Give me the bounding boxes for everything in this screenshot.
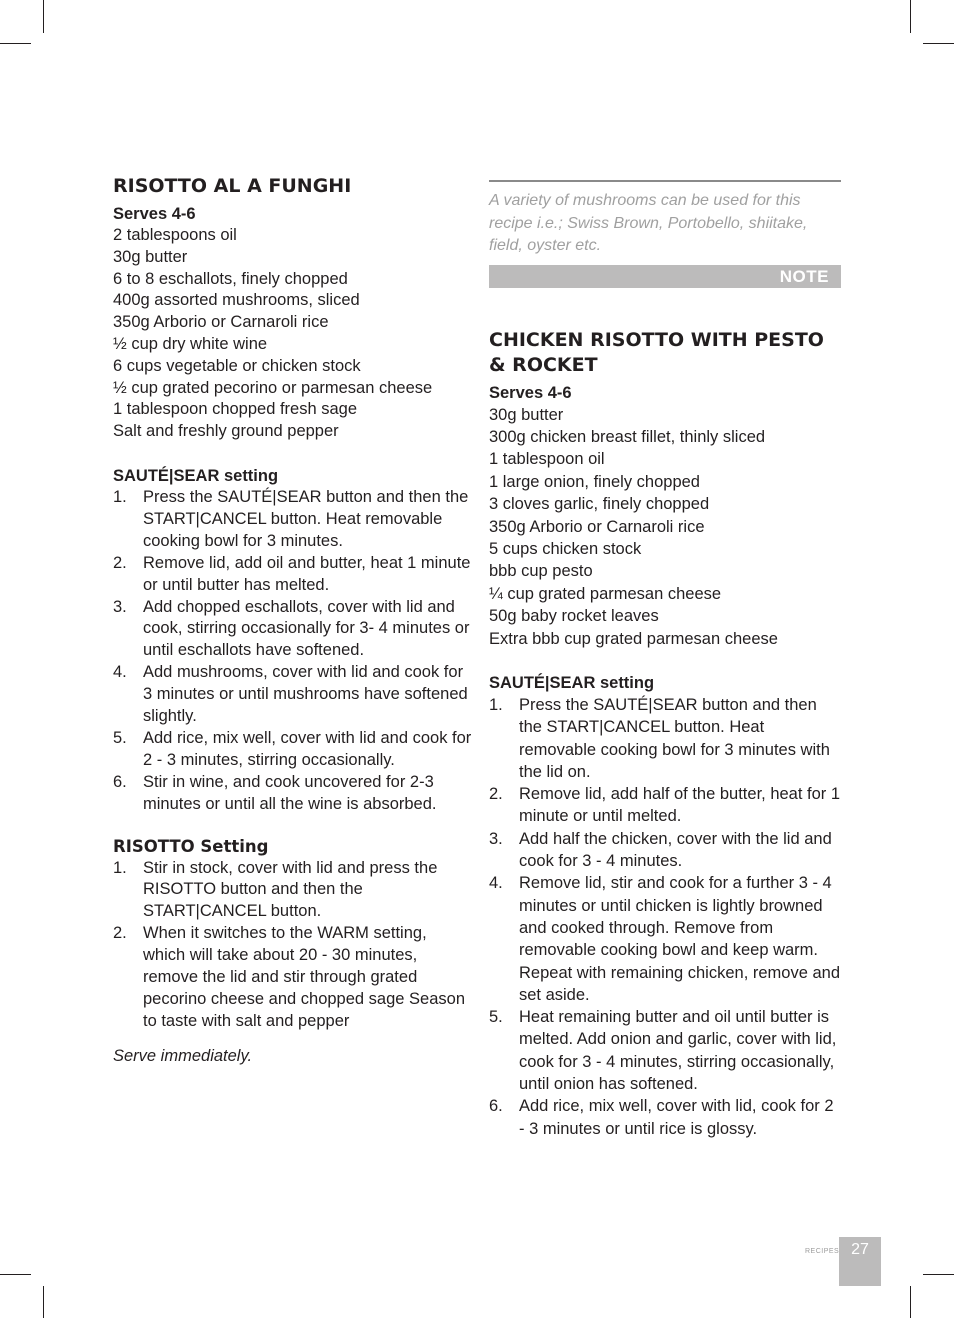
ingredient-item: 50g baby rocket leaves [489,607,659,626]
section-label: RECIPES [805,1248,840,1255]
step-number: 2. [489,785,503,804]
page-number: 27 [839,1237,881,1286]
step-item [489,1095,841,1140]
serves: Serves 4-6 [489,383,572,402]
step-text: Press the SAUTÉ|SEAR button and then the START|CANCEL button. Heat removable cooking bowl for 3 minutes with the lid on. [519,695,830,781]
saute-steps [489,694,841,1140]
step-text: Add chopped eschallots, cover with lid and cook, stirring occasionally for 3- 4 minutes or until eschallots have softened. [143,597,470,660]
step-number: 5. [489,1008,503,1027]
step-number: 4. [113,663,127,682]
recipe-chicken-risotto [489,180,841,1140]
recipe-risotto-funghi [113,174,473,1067]
note-label: NOTE [489,265,841,288]
note-divider [489,180,841,182]
ingredient-item: 1 tablespoon oil [489,450,605,469]
step-number: 2. [113,553,127,572]
step-item [113,662,473,728]
ingredient-item: ¼ cup grated parmesan cheese [489,584,722,603]
ingredient-item: bbb cup pesto [489,562,593,581]
ingredient-item: ½ cup dry white wine [113,334,268,353]
step-text: Add mushrooms, cover with lid and cook for 3 minutes or until mushrooms have softened slightly. [143,663,468,726]
step-number: 3. [489,829,503,848]
ingredient-item: 6 to 8 eschallots, finely chopped [113,269,348,288]
ingredient-item: 400g assorted mushrooms, sliced [113,291,360,310]
step-item [489,694,841,783]
step-number: 5. [113,728,127,747]
ingredient-item: 30g butter [113,247,188,266]
serves: Serves 4-6 [113,205,196,223]
step-number: 4. [489,874,503,893]
step-item [113,553,473,597]
ingredient-item: 300g chicken breast fillet, thinly sliced [489,427,766,446]
ingredient-item: 350g Arborio or Carnaroli rice [489,517,705,536]
crop-mark [0,43,31,44]
crop-mark [910,1286,911,1318]
crop-mark [910,0,911,33]
ingredient-list [489,404,841,650]
ingredient-item: 6 cups vegetable or chicken stock [113,356,361,375]
ingredient-item: 3 cloves garlic, finely chopped [489,495,710,514]
step-item [489,1006,841,1095]
step-text: Stir in stock, cover with lid and press the RISOTTO button and then the START|CANCEL button. [143,858,438,921]
ingredient-item: 5 cups chicken stock [489,539,642,558]
serve-note: Serve immediately. [113,1046,253,1065]
step-number: 6. [489,1097,503,1116]
step-item [113,487,473,553]
ingredient-item: 30g butter [489,405,564,424]
step-number: 3. [113,597,127,616]
step-text: Add rice, mix well, cover with lid and cook for 2 - 3 minutes, stirring occasionally. [143,728,472,769]
step-item [113,923,473,1033]
step-text: Add rice, mix well, cover with lid, cook for 2 - 3 minutes or until rice is glossy. [519,1097,834,1138]
note-text: A variety of mushrooms can be used for this recipe i.e.; Swiss Brown, Portobello, shiitake, field, oyster etc. [489,192,808,254]
step-item [113,728,473,772]
recipe-title: CHICKEN RISOTTO WITH PESTO & ROCKET [489,328,824,376]
crop-mark [43,1286,44,1318]
step-text: Remove lid, add half of the butter, heat for 1 minute or until melted. [519,785,841,826]
risotto-steps [113,858,473,1033]
step-number: 1. [489,695,503,714]
ingredient-item: 350g Arborio or Carnaroli rice [113,313,329,332]
step-item [113,597,473,663]
ingredient-list [113,225,473,443]
step-text: Add half the chicken, cover with the lid and cook for 3 - 4 minutes. [519,829,832,871]
ingredient-item: 2 tablespoons oil [113,226,237,244]
risotto-heading: RISOTTO Setting [113,836,269,856]
recipe-title: RISOTTO AL A FUNGHI [113,175,352,197]
ingredient-item: ½ cup grated pecorino or parmesan cheese [113,378,433,397]
step-text: When it switches to the WARM setting, which will take about 20 - 30 minutes, remove the lid and stir through grated pecorino cheese and chopped sage Season to taste with salt and pepper [143,924,465,1030]
ingredient-item: 1 large onion, finely chopped [489,472,700,491]
step-item [113,858,473,924]
crop-mark [0,1274,31,1275]
step-number: 2. [113,924,127,943]
saute-steps [113,487,473,816]
step-number: 1. [113,858,127,877]
step-item [113,772,473,816]
step-item [489,872,841,1006]
saute-heading: SAUTÉ|SEAR setting [489,673,655,692]
step-text: Heat remaining butter and oil until butter is melted. Add onion and garlic, cover with lid, cook for 3 - 4 minutes, stirring occasionally, until onion has softened. [519,1008,837,1094]
saute-heading: SAUTÉ|SEAR setting [113,466,279,485]
crop-mark [923,43,954,44]
step-number: 1. [113,487,127,506]
crop-mark [43,0,44,33]
ingredient-item: 1 tablespoon chopped fresh sage [113,400,358,419]
step-text: Remove lid, stir and cook for a further 3 - 4 minutes or until chicken is lightly browned and cooked through. Remove from removable cooking bowl and keep warm. Repeat with remaining chicken, remove and set aside. [519,874,841,1004]
step-text: Press the SAUTÉ|SEAR button and then the START|CANCEL button. Heat removable cooking bowl for 3 minutes. [143,487,469,550]
step-number: 6. [113,772,127,791]
step-item [489,828,841,873]
step-text: Remove lid, add oil and butter, heat 1 minute or until butter has melted. [143,553,471,594]
ingredient-item: Extra bbb cup grated parmesan cheese [489,629,778,648]
ingredient-item: Salt and freshly ground pepper [113,422,339,441]
step-text: Stir in wine, and cook uncovered for 2-3 minutes or until all the wine is absorbed. [143,772,437,813]
crop-mark [923,1274,954,1275]
step-item [489,783,841,828]
